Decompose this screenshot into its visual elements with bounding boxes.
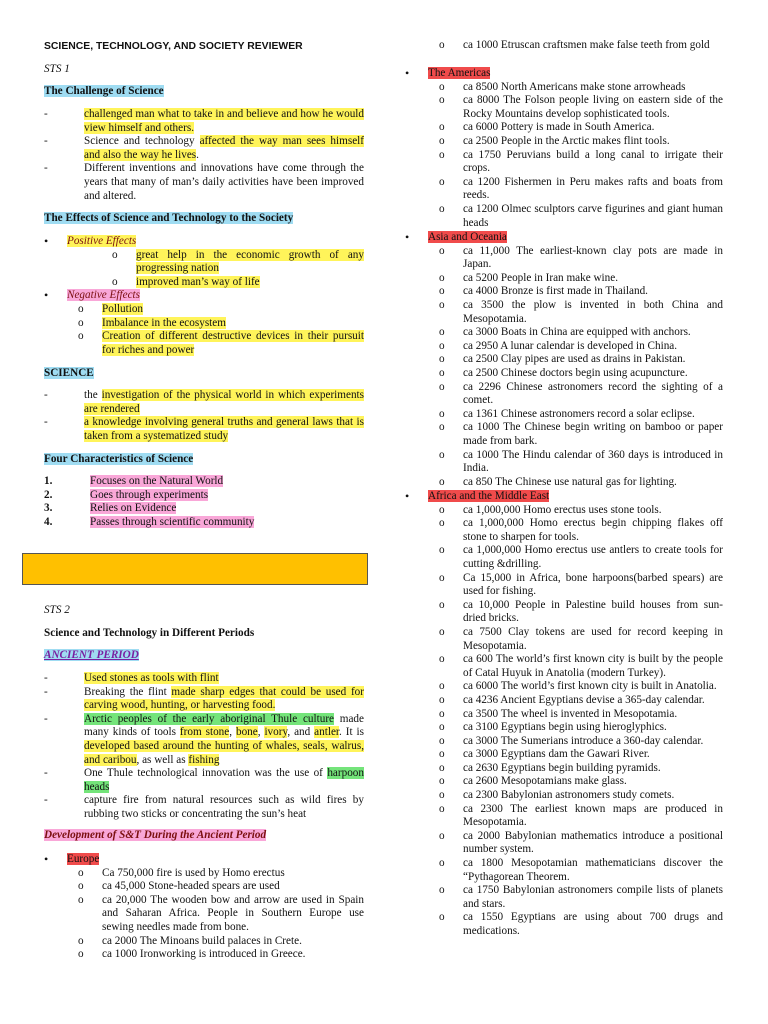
- list-item: o ca 1,000,000 Homo erectus begin chipping flakes off stone to sharpen for tools.: [439, 517, 723, 543]
- development-heading: Development of S&T During the Ancient Period: [44, 829, 267, 841]
- list-item: o ca 600 The world’s first known city is built by the people of Catal Huyuk in Anatolia (modern Turkey).: [439, 653, 723, 679]
- list-item: o ca 3500 the plow is invented in both China and Mesopotamia.: [439, 298, 723, 325]
- list-item: o ca 1200 Olmec sculptors carve figurines and giant human heads: [439, 202, 723, 229]
- science-heading: SCIENCE: [44, 367, 94, 379]
- list-item: o ca 2500 Chinese doctors begin using acupuncture.: [439, 366, 688, 379]
- sts2-label: STS 2: [44, 604, 70, 616]
- list-item: o ca 3000 The Sumerians introduce a 360-day calendar.: [439, 734, 704, 747]
- effects-list: [44, 235, 364, 357]
- list-item: o ca 1550 Egyptians are using about 700 drugs and medications.: [439, 911, 723, 937]
- list-item: o improved man’s way of life: [112, 275, 260, 288]
- list-item: - Science and technology affected the way man sees himself and also the way he lives.: [44, 135, 364, 161]
- list-item: o ca 1,000,000 Homo erectus use antlers to create tools for cutting &drilling.: [439, 544, 723, 570]
- list-item: o ca 3100 Egyptians begin using hieroglyphics.: [439, 721, 667, 734]
- list-item: o ca 1361 Chinese astronomers record a solar eclipse.: [439, 407, 695, 420]
- list-item: o Ca 15,000 in Africa, bone harpoons(barbed spears) are used for fishing.: [439, 571, 723, 598]
- list-item: o ca 6000 The world’s first known city is built in Anatolia.: [439, 680, 717, 693]
- list-item: o ca 2296 Chinese astronomers record the sighting of a comet.: [439, 380, 723, 407]
- list-item: 1. Focuses on the Natural World: [44, 475, 224, 487]
- list-item: o Pollution: [78, 302, 144, 315]
- list-item: o ca 3000 Egyptians dam the Gawari River.: [439, 748, 650, 761]
- list-item: • Negative Effects: [44, 288, 141, 303]
- list-item: o ca 1200 Fishermen in Peru makes rafts and boats from reeds.: [439, 175, 723, 202]
- list-item: • The Americas: [405, 66, 491, 80]
- list-item: o ca 1,000,000 Homo erectus uses stone tools.: [439, 503, 662, 516]
- four-characteristics-list: [44, 475, 364, 529]
- list-item: o ca 1000 The Hindu calendar of 360 days is introduced in India.: [439, 448, 723, 475]
- list-item: o ca 2000 Babylonian mathematics introduce a positional number system.: [439, 829, 723, 856]
- list-item: o ca 2000 The Minoans build palaces in Crete.: [78, 934, 302, 947]
- list-item: o Creation of different destructive devices in their pursuit for riches and power: [78, 330, 364, 356]
- list-item: - challenged man what to take in and believe and how he would view himself and others.: [44, 108, 364, 134]
- effects-heading: The Effects of Science and Technology to the Society: [44, 212, 294, 224]
- periods-heading: Science and Technology in Different Periods: [44, 627, 255, 639]
- orange-divider-box: [22, 553, 368, 585]
- list-item: - Breaking the flint made sharp edges that could be used for carving wood, hunting, or harvesting food.: [44, 685, 364, 712]
- list-item: o ca 1800 Mesopotamian mathematicians discover the “Pythagorean Theorem.: [439, 857, 723, 883]
- list-item: o ca 7500 Clay tokens are used for record keeping in Mesopotamia.: [439, 625, 723, 652]
- list-item: • Europe: [44, 852, 100, 866]
- list-item: • Asia and Oceania: [405, 230, 507, 244]
- list-item: o ca 1000 The Chinese begin writing on bamboo or paper made from bark.: [439, 421, 723, 447]
- list-item: o ca 2300 Babylonian astronomers study comets.: [439, 789, 675, 802]
- document-title: SCIENCE, TECHNOLOGY, AND SOCIETY REVIEWER: [44, 41, 303, 52]
- americas-section: [405, 67, 723, 230]
- list-item: o ca 1000 Ironworking is introduced in Greece.: [78, 948, 306, 961]
- list-item: o ca 10,000 People in Palestine build houses from sun- dried bricks.: [439, 598, 723, 625]
- challenge-list: [44, 108, 364, 203]
- list-item: - Different inventions and innovations have come through the years that many of man’s daily activities have been improved and altered.: [44, 162, 364, 202]
- list-item: • Positive Effects: [44, 234, 137, 248]
- sts1-label: STS 1: [44, 63, 70, 75]
- list-item: - the investigation of the physical world in which experiments are rendered: [44, 389, 365, 415]
- ancient-list: [44, 672, 364, 822]
- list-item: - a knowledge involving general truths and general laws that is taken from a systematized study: [44, 416, 364, 442]
- ancient-period-heading: ANCIENT PERIOD: [44, 649, 139, 661]
- list-item: - One Thule technological innovation was the use of harpoon heads: [44, 767, 364, 793]
- four-characteristics-heading: Four Characteristics of Science: [44, 453, 194, 465]
- list-item: o ca 1750 Peruvians build a long canal to irrigate their crops.: [439, 148, 723, 175]
- list-item: o ca 2950 A lunar calendar is developed in China.: [439, 339, 678, 352]
- list-item: - capture fire from natural resources such as wild fires by rubbing two sticks or concentrating the sun’s heat: [44, 794, 364, 820]
- list-item: o ca 3000 Boats in China are equipped with anchors.: [439, 326, 691, 339]
- asia-section: [405, 231, 723, 489]
- list-item: o ca 3500 The wheel is invented in Mesopotamia.: [439, 707, 678, 720]
- list-item: o ca 2300 The earliest known maps are produced in Mesopotamia.: [439, 802, 723, 829]
- list-item: o ca 5200 People in Iran make wine.: [439, 271, 619, 284]
- list-item: - Used stones as tools with flint: [44, 672, 219, 684]
- list-item: o ca 8000 The Folson people living on eastern side of the Rocky Mountains develop sophisticated tools.: [439, 94, 723, 120]
- list-item: o ca 2500 People in the Arctic makes flint tools.: [439, 134, 670, 147]
- list-item: o ca 1750 Babylonian astronomers compile lists of planets and stars.: [439, 884, 723, 910]
- list-item: o ca 11,000 The earliest-known clay pots are made in Japan.: [439, 244, 723, 271]
- list-item: o ca 2630 Egyptians begin building pyramids.: [439, 761, 661, 774]
- list-item: o ca 4000 Bronze is first made in Thailand.: [439, 285, 648, 298]
- europe-section: [44, 853, 364, 962]
- list-item: o great help in the economic growth of any progressing nation: [112, 248, 364, 275]
- list-item: - Arctic peoples of the early aboriginal Thule culture made many kinds of tools from stone, bone, ivory, and antler. It is developed based around the hunting of whales, seals, walrus, and caribou, as well as fishing: [44, 712, 364, 766]
- list-item: o ca 2500 Clay pipes are used as drains in Pakistan.: [439, 353, 686, 366]
- africa-section: [405, 490, 723, 939]
- list-item: o Imbalance in the ecosystem: [78, 316, 226, 329]
- list-item: o ca 20,000 The wooden bow and arrow are used in Spain and Saharan Africa. People in Southern Europe use sewing needles made from bone.: [78, 893, 364, 933]
- list-item: 2. Goes through experiments: [44, 488, 209, 501]
- list-item: o ca 8500 North Americans make stone arrowheads: [439, 80, 686, 93]
- list-item: o ca 45,000 Stone-headed spears are used: [78, 880, 280, 893]
- list-item: o ca 2600 Mesopotamians make glass.: [439, 775, 627, 788]
- list-item: 4. Passes through scientific community: [44, 515, 255, 528]
- list-item: o ca 6000 Pottery is made in South America.: [439, 121, 655, 134]
- list-item: o ca 850 The Chinese use natural gas for lighting.: [439, 475, 677, 488]
- list-item: o ca 1000 Etruscan craftsmen make false teeth from gold: [439, 39, 710, 51]
- list-item: o ca 4236 Ancient Egyptians devise a 365-day calendar.: [439, 693, 705, 706]
- science-list: [44, 389, 364, 443]
- list-item: o Ca 750,000 fire is used by Homo erectus: [78, 866, 285, 879]
- list-item: 3. Relies on Evidence: [44, 502, 177, 515]
- challenge-heading: The Challenge of Science: [44, 85, 164, 97]
- europe-continued: [405, 39, 723, 53]
- list-item: • Africa and the Middle East: [405, 489, 550, 503]
